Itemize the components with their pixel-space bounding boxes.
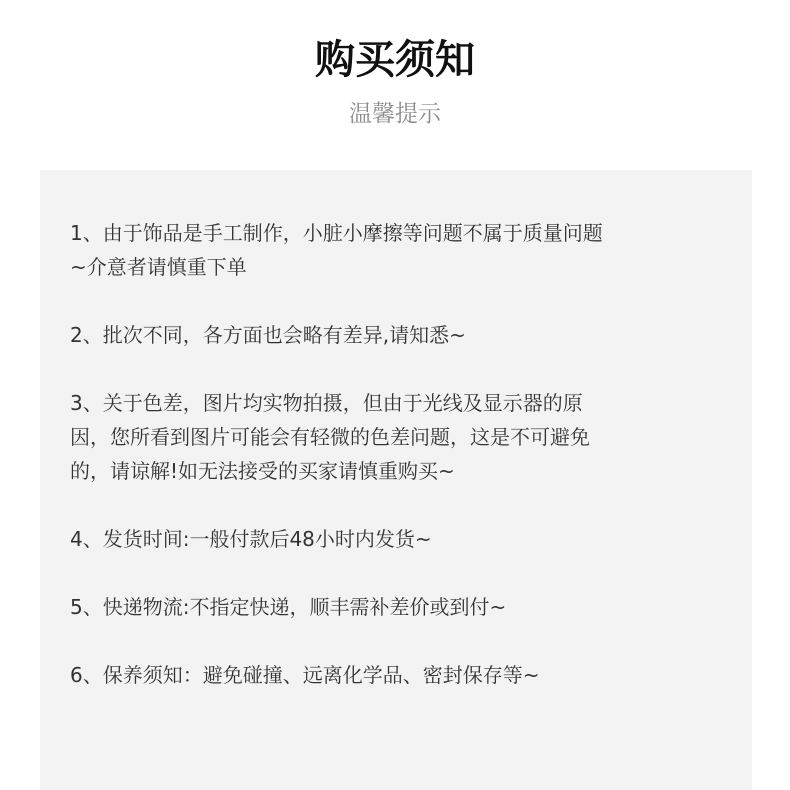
notice-panel xyxy=(40,170,752,790)
page-title: 购买须知 xyxy=(315,37,475,83)
notice-item-shipping-time: 4、发货时间:一般付款后48小时内发货~ xyxy=(70,527,432,551)
page-subtitle: 温馨提示 xyxy=(349,101,441,127)
notice-list xyxy=(70,216,720,692)
notice-item-quality: 1、由于饰品是手工制作，小脏小摩擦等问题不属于质量问题 ~介意者请慎重下单 xyxy=(70,221,603,279)
notice-item-care: 6、保养须知：避免碰撞、远离化学品、密封保存等~ xyxy=(70,663,540,687)
notice-item-courier: 5、快递物流:不指定快递，顺丰需补差价或到付~ xyxy=(70,595,507,619)
notice-item-color-difference: 3、关于色差，图片均实物拍摄，但由于光线及显示器的原 因，您所看到图片可能会有轻微的色差问题，这是不可避免 的，请谅解!如无法接受的买家请慎重购买~ xyxy=(70,391,590,483)
notice-item-batch: 2、批次不同，各方面也会略有差异,请知悉~ xyxy=(70,323,466,347)
